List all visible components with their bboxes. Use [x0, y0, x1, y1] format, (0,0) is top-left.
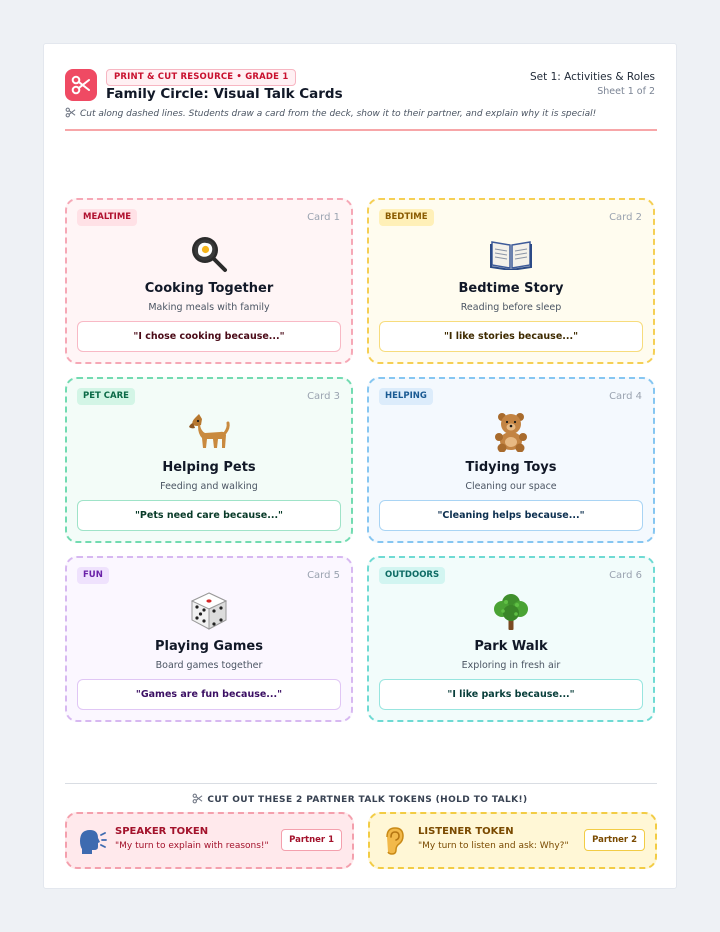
- scissors-icon: [192, 793, 203, 807]
- card-prompt: "I like stories because...": [379, 321, 643, 352]
- card-title: Bedtime Story: [458, 281, 564, 296]
- card-prompt: "Cleaning helps because...": [379, 500, 643, 531]
- resource-badge: PRINT & CUT RESOURCE • GRADE 1: [106, 69, 296, 86]
- card-subtitle: Making meals with family: [148, 302, 270, 313]
- frying-pan-egg-icon: [67, 233, 351, 273]
- card-number: Card 4: [609, 391, 642, 402]
- card-category-tag: OUTDOORS: [379, 567, 445, 584]
- dice-icon: [67, 591, 351, 631]
- dog-icon: [67, 412, 351, 452]
- instructions: [65, 107, 596, 121]
- card-subtitle: Exploring in fresh air: [461, 660, 561, 671]
- talk-card-tidying[interactable]: [367, 377, 655, 543]
- card-category-tag: HELPING: [379, 388, 433, 405]
- talk-card-bedtime-story[interactable]: [367, 198, 655, 364]
- sheet-label: Sheet 1 of 2: [597, 86, 655, 97]
- instructions-text: Cut along dashed lines. Students draw a card from the deck, show it to their partner, and explain why it is special!: [80, 109, 597, 119]
- ear-icon: [380, 826, 410, 856]
- card-prompt: "Games are fun because...": [77, 679, 341, 710]
- set-label: Set 1: Activities & Roles: [530, 71, 655, 83]
- teddy-bear-icon: [369, 412, 653, 452]
- card-category-tag: FUN: [77, 567, 109, 584]
- card-category-tag: MEALTIME: [77, 209, 137, 226]
- card-number: Card 2: [609, 212, 642, 223]
- partner-2-badge[interactable]: Partner 2: [584, 829, 645, 851]
- header-divider: [65, 129, 657, 131]
- card-category-tag: BEDTIME: [379, 209, 434, 226]
- tree-icon: [369, 591, 653, 631]
- tokens-divider: [65, 783, 657, 784]
- card-prompt: "I like parks because...": [379, 679, 643, 710]
- card-prompt: "Pets need care because...": [77, 500, 341, 531]
- talk-card-pets[interactable]: [65, 377, 353, 543]
- speaker-token[interactable]: [65, 812, 354, 869]
- page-title: Family Circle: Visual Talk Cards: [106, 86, 343, 102]
- partner-1-badge[interactable]: Partner 1: [281, 829, 342, 851]
- tokens-cut-text: CUT OUT THESE 2 PARTNER TALK TOKENS (HOLD TO TALK!): [207, 795, 528, 805]
- card-subtitle: Cleaning our space: [465, 481, 557, 492]
- listener-token[interactable]: [368, 812, 657, 869]
- card-title: Park Walk: [474, 639, 548, 654]
- card-title: Helping Pets: [162, 460, 256, 475]
- card-title: Cooking Together: [144, 281, 274, 296]
- tokens-cut-label: [44, 793, 676, 807]
- card-subtitle: Feeding and walking: [160, 481, 258, 492]
- speaking-head-icon: [77, 826, 107, 856]
- card-number: Card 3: [307, 391, 340, 402]
- token-subtitle: "My turn to explain with reasons!": [115, 841, 269, 851]
- card-subtitle: Reading before sleep: [460, 302, 562, 313]
- scissors-icon: [65, 107, 76, 121]
- card-subtitle: Board games together: [155, 660, 263, 671]
- open-book-icon: [369, 233, 653, 273]
- card-title: Tidying Toys: [465, 460, 557, 475]
- card-title: Playing Games: [155, 639, 263, 654]
- token-title: LISTENER TOKEN: [418, 826, 514, 837]
- card-number: Card 1: [307, 212, 340, 223]
- card-prompt: "I chose cooking because...": [77, 321, 341, 352]
- card-number: Card 5: [307, 570, 340, 581]
- token-subtitle: "My turn to listen and ask: Why?": [418, 841, 569, 851]
- scissors-logo-icon: [65, 69, 97, 101]
- talk-card-games[interactable]: [65, 556, 353, 722]
- card-category-tag: PET CARE: [77, 388, 135, 405]
- card-number: Card 6: [609, 570, 642, 581]
- talk-card-park[interactable]: [367, 556, 655, 722]
- token-title: SPEAKER TOKEN: [115, 826, 209, 837]
- talk-card-cooking[interactable]: [65, 198, 353, 364]
- worksheet-page: [43, 43, 677, 889]
